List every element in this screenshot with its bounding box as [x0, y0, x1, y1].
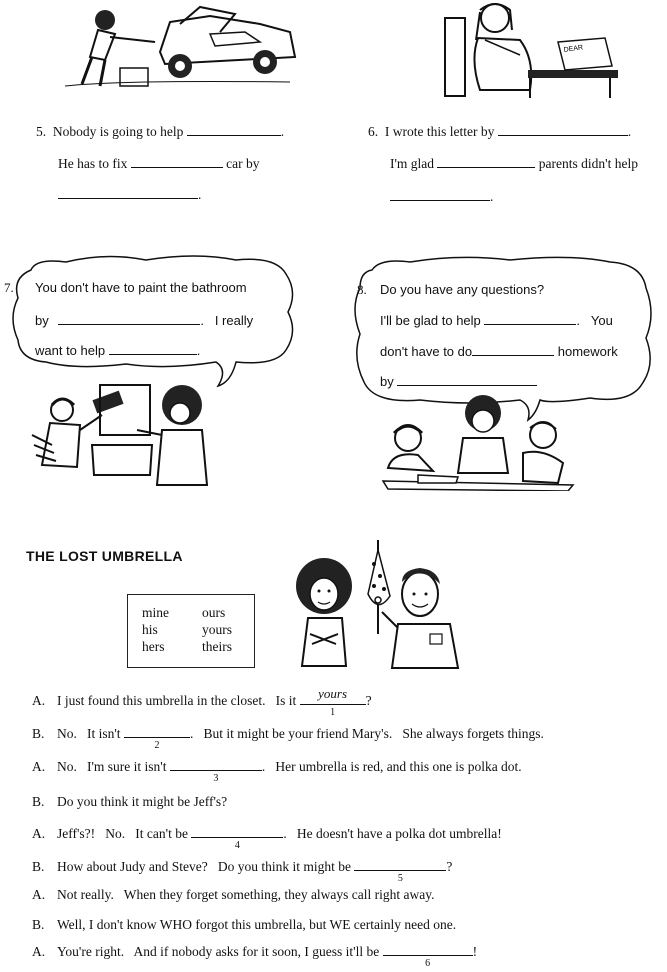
students-homework-illustration [378, 393, 578, 491]
dialogue-text: No. I'm sure it isn't [57, 759, 167, 774]
dialogue-line [32, 944, 478, 969]
word-box-item: theirs [202, 639, 232, 654]
answer-blank[interactable] [397, 384, 537, 386]
question-number: 6. [368, 124, 379, 139]
dialogue-text: Jeff's?! No. It can't be [57, 826, 188, 841]
dialogue-text: Well, I don't know WHO forgot this umbrella, but WE certainly need one. [57, 917, 457, 932]
dialogue-text: Not really. When they forget something, they always call right away. [57, 887, 435, 902]
answer-blank[interactable] [191, 836, 283, 851]
speaker-label: A. [32, 693, 46, 708]
dialogue-line [32, 759, 522, 784]
speaker-label: B. [32, 917, 45, 932]
answer-blank[interactable] [300, 686, 366, 718]
dialogue-text: How about Judy and Steve? Do you think it might be [57, 859, 351, 874]
dialogue-line [32, 917, 456, 933]
answer-blank[interactable] [58, 323, 200, 325]
dialogue-text: Do you think it might be Jeff's? [57, 794, 228, 809]
speaker-label: B. [32, 726, 45, 741]
question-5-line2: He has to fix car by [58, 156, 260, 171]
section-title: THE LOST UMBRELLA [26, 548, 183, 564]
question-6: 6. I wrote this letter by . [368, 124, 632, 139]
speaker-label: A. [32, 826, 46, 841]
bubble-8-line3: don't have to do homework [380, 344, 618, 359]
dialogue-text: ? [365, 693, 372, 708]
question-number: 5. [36, 124, 47, 139]
dialogue-text: . He doesn't have a polka dot umbrella! [283, 826, 502, 841]
dialogue-line [32, 686, 372, 718]
dialogue-text: . Her umbrella is red, and this one is polka dot. [261, 759, 522, 774]
blank-number: 5 [397, 873, 403, 884]
question-line: Nobody is going to help [52, 124, 184, 139]
blank-number: 3 [213, 773, 219, 784]
answer-blank[interactable] [187, 134, 281, 136]
word-box-item: his [142, 622, 158, 637]
bubble-8-line4: by [380, 374, 537, 389]
letter-heading: DEAR [563, 44, 584, 54]
umbrella-kids-illustration [290, 534, 470, 674]
bubble-7-line1: You don't have to paint the bathroom [35, 280, 247, 295]
bubble-8-line2: I'll be glad to help . You [380, 313, 613, 328]
question-5: 5. Nobody is going to help . [36, 124, 285, 139]
question-6-line3: . [390, 189, 493, 205]
question-5-line3: . [58, 187, 201, 203]
car-repair-illustration [60, 2, 300, 92]
blank-number: 6 [425, 958, 431, 969]
dialogue-text: ! [472, 944, 478, 959]
answer-blank[interactable] [109, 353, 197, 355]
word-box-item: mine [142, 605, 169, 620]
bubble-8-line1: Do you have any questions? [380, 282, 545, 297]
painting-bathroom-illustration [22, 375, 222, 487]
sample-answer: yours [318, 686, 348, 701]
answer-blank[interactable] [472, 354, 554, 356]
word-box-item: hers [142, 639, 165, 654]
answer-blank[interactable] [390, 199, 490, 201]
speaker-label: B. [32, 794, 45, 809]
blank-number: 1 [330, 707, 336, 718]
answer-blank[interactable] [170, 769, 262, 784]
word-box-item: yours [202, 622, 232, 637]
dialogue-line [32, 726, 544, 751]
dialogue-text: . But it might be your friend Mary's. She always forgets things. [189, 726, 544, 741]
answer-blank[interactable] [383, 954, 473, 969]
dialogue-line [32, 794, 227, 810]
dialogue-text: I just found this umbrella in the closet. Is it [57, 693, 297, 708]
word-box [127, 594, 255, 668]
answer-blank[interactable] [498, 134, 628, 136]
blank-number: 2 [154, 740, 160, 751]
speaker-label: A. [32, 887, 46, 902]
bubble-7-line2: by . I really [35, 313, 254, 328]
dialogue-text: ? [446, 859, 453, 874]
dialogue-text: No. It isn't [57, 726, 121, 741]
girl-writing-letter-illustration [440, 0, 620, 100]
bubble-7-line3: want to help . [35, 343, 201, 358]
dialogue-line [32, 859, 453, 884]
speaker-label: B. [32, 859, 45, 874]
answer-blank[interactable] [124, 736, 190, 751]
answer-blank[interactable] [484, 323, 576, 325]
answer-blank[interactable] [58, 197, 198, 199]
dialogue-text: You're right. And if nobody asks for it soon, I guess it'll be [57, 944, 380, 959]
answer-blank[interactable] [131, 166, 223, 168]
answer-blank[interactable] [437, 166, 535, 168]
speaker-label: A. [32, 944, 46, 959]
question-7-number: 7. [4, 280, 14, 295]
answer-blank[interactable] [354, 869, 446, 884]
word-box-item: ours [202, 605, 226, 620]
question-6-line2: I'm glad parents didn't help [390, 156, 638, 171]
dialogue-line [32, 826, 502, 851]
blank-number: 4 [234, 840, 240, 851]
question-8-number: 8. [357, 282, 367, 297]
speaker-label: A. [32, 759, 46, 774]
dialogue-line [32, 887, 435, 903]
